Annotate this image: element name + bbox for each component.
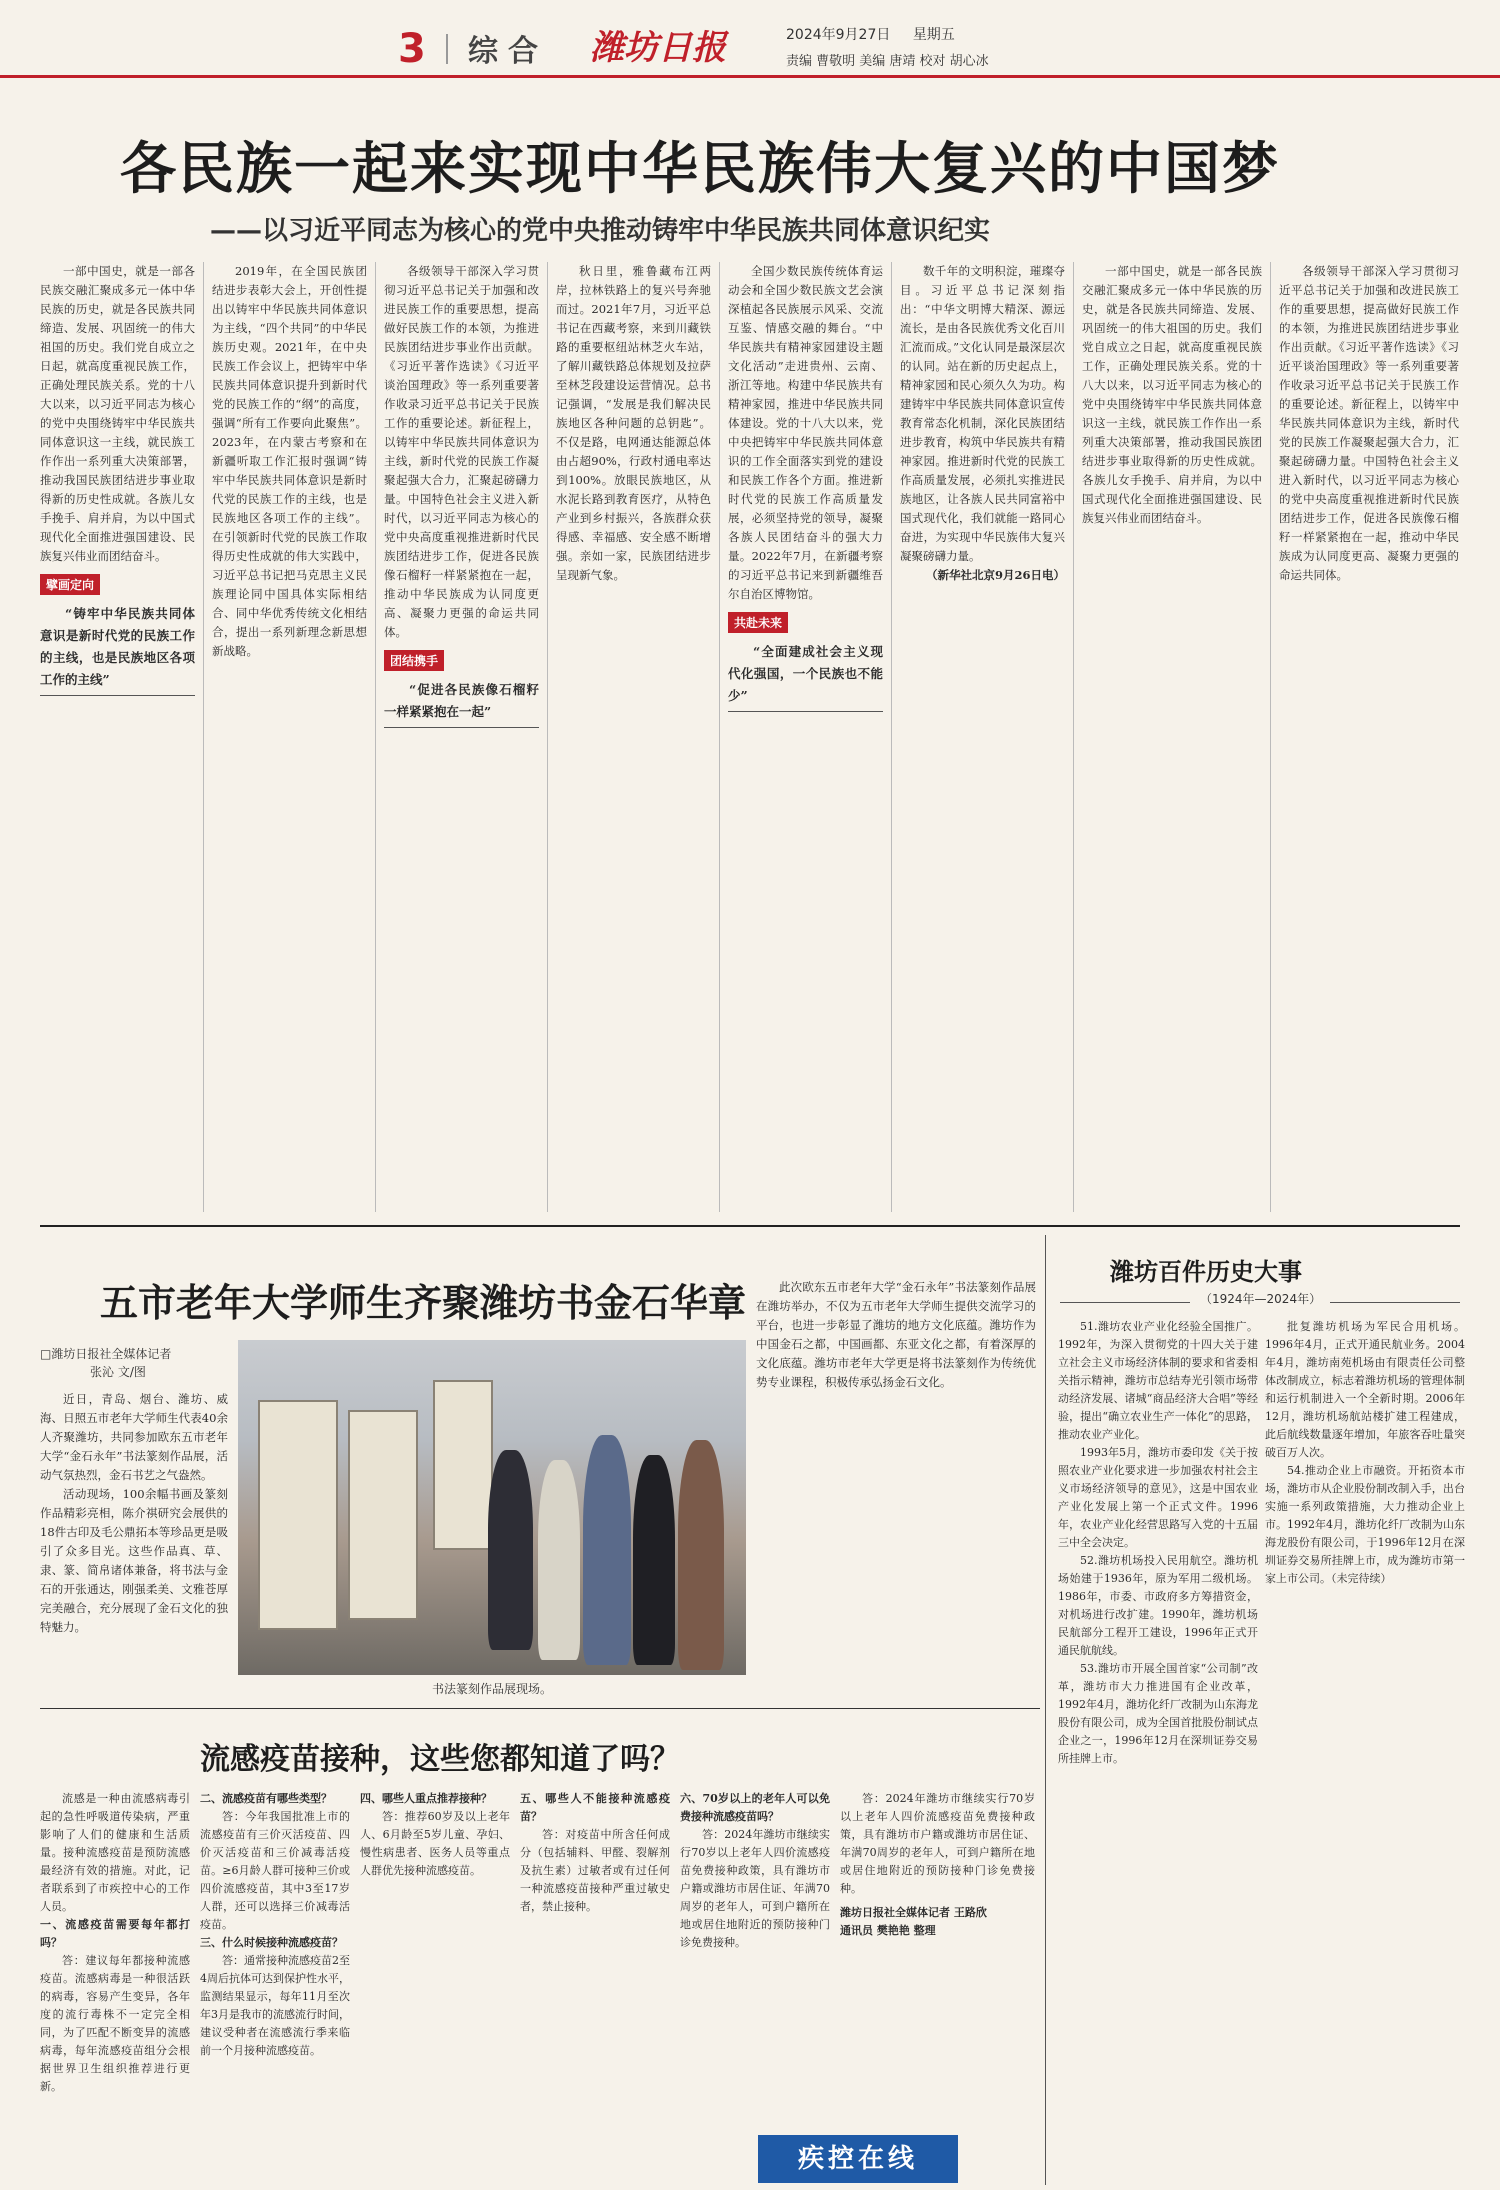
issue-weekday: 星期五	[912, 27, 955, 43]
article-paragraph: 数千年的文明积淀，璀璨夺目。习近平总书记深刻指出：“中华文明博大精深、源远流长，是由各民族优秀文化百川汇流而成。”文化认同是最深层次的认同。站在新的历史起点上，精神家园和民心须久久为功。构建铸牢中华民族共同体意识宣传教育常态化机制，深化民族团结进步教育，构筑中华民族共有精神家园。推进新时代党的民族工作高质量发展，必须扎实推进民族地区，让各族人民共同富裕中国式现代化，我们就能一路同心奋进，为实现中华民族伟大复兴凝聚磅礴力量。	[900, 264, 1065, 563]
flu-column-2	[200, 1790, 350, 2185]
history-rule	[1330, 1302, 1460, 1303]
flu-question: 二、流感疫苗有哪些类型？	[200, 1792, 332, 1805]
column-banner: 疾控在线	[758, 2135, 958, 2183]
flu-answer: 答：通常接种流感疫苗2至4周后抗体可达到保护性水平，监测结果显示，每年11月至次年3月是我市的流感流行时间，建议受种者在流感流行季来临前一个月接种流感疫苗。	[200, 1954, 350, 2057]
exhibit-panel	[258, 1400, 338, 1630]
article-paragraph: 2019年，在全国民族团结进步表彰大会上，开创性提出以铸牢中华民族共同体意识为主线，“四个共同”的中华民族历史观。2021年，在中央民族工作会议上，把铸牢中华民族共同体意识提升到新时代党的民族工作的“纲”的高度，强调“所有工作要向此聚焦”。2023年，在内蒙古考察和在新疆听取工作汇报时强调“铸牢中华民族共同体意识是新时代党的民族工作的主线，也是民族地区各项工作的主线”。在引领新时代党的民族工作取得历史性成就的伟大实践中，习近平总书记把马克思主义民族理论同中国具体实际相结合、同中华优秀传统文化相结合，提出一系列新理念新思想新战略。	[212, 264, 367, 658]
section-divider	[40, 1708, 1040, 1709]
history-paragraph: 批复潍坊机场为军民合用机场。1996年4月，正式开通民航业务。2004年4月，潍坊南苑机场由有限责任公司整体改制成立，标志着潍坊机场的管理体制和运行机制进入一个全新时期。2006年12月，潍坊机场航站楼扩建工程建成，此后航线数量逐年增加，年旅客吞吐量突破百万人次。	[1265, 1320, 1465, 1459]
exhibit-panel	[433, 1380, 493, 1550]
article-column-7	[1082, 262, 1262, 1212]
exhibition-photo	[238, 1340, 746, 1675]
history-column-2	[1265, 1318, 1465, 2188]
masthead	[0, 0, 1500, 78]
editors-line: 责编 曹敬明 美编 唐靖 校对 胡心冰	[786, 54, 989, 69]
column-rule	[1270, 262, 1271, 1212]
senior-column-1	[40, 1390, 228, 1700]
history-title: 潍坊百件历史大事	[1110, 1258, 1302, 1286]
article-column-2	[212, 262, 367, 1212]
flu-headline: 流感疫苗接种，这些您都知道了吗？	[200, 1742, 680, 1777]
article-column-6	[900, 262, 1065, 1212]
paper-logo: 潍坊日报	[590, 28, 726, 68]
article-paragraph: 各级领导干部深入学习贯彻习近平总书记关于加强和改进民族工作的重要思想，提高做好民族工作的本领，为推进民族团结进步事业作出贡献。《习近平著作选读》《习近平谈治国理政》等一系列重要著作收录习近平总书记关于民族工作的重要论述。新征程上，以铸牢中华民族共同体意识为主线，新时代党的民族工作凝聚起强大合力，汇聚起磅礴力量。中国特色社会主义进入新时代，以习近平同志为核心的党中央高度重视推进新时代民族团结进步工作，促进各民族像石榴籽一样紧紧抱在一起，推动中华民族成为认同度更高、凝聚力更强的命运共同体。	[1279, 264, 1459, 582]
flu-credits: 潍坊日报社全媒体记者 王路欣	[840, 1906, 987, 1919]
history-paragraph: 54.推动企业上市融资。开拓资本市场，潍坊市从企业股份制改制入手，出台实施一系列政策措施，大力推动企业上市。1992年4月，潍坊化纤厂改制为山东海龙股份有限公司，于1996年12月在深圳证券交易所挂牌上市，成为潍坊市第一家上市公司。（未完待续）	[1265, 1464, 1465, 1585]
main-subhead: ——以习近平同志为核心的党中央推动铸牢中华民族共同体意识纪实	[210, 216, 991, 246]
flu-question: 三、什么时候接种流感疫苗？	[200, 1936, 343, 1949]
main-headline: 各民族一起来实现中华民族伟大复兴的中国梦	[120, 136, 1280, 202]
flu-answer: 答：建议每年都接种流感疫苗。流感病毒是一种很活跃的病毒，容易产生变异，各年度的流行毒株不一定完全相同，为了匹配不断变异的流感病毒，每年流感疫苗组分会根据世界卫生组织推荐进行更新。	[40, 1954, 190, 2093]
flu-column-6	[840, 1790, 1035, 2120]
senior-paragraph: 此次欧东五市老年大学“金石永年”书法篆刻作品展在潍坊举办，不仅为五市老年大学师生提供交流学习的平台，也进一步彰显了潍坊的地方文化底蕴。潍坊作为中国金石之都，中国画都、东亚文化之都，有着深厚的文化底蕴。潍坊市老年大学更是将书法篆刻作为传统优势专业课程，积极传承弘扬金石文化。	[756, 1280, 1036, 1389]
masthead-divider	[446, 34, 448, 64]
byline-outlet: □潍坊日报社全媒体记者	[40, 1347, 172, 1361]
article-paragraph: 各级领导干部深入学习贯彻习近平总书记关于加强和改进民族工作的重要思想，提高做好民族工作的本领，为推进民族团结进步事业作出贡献。《习近平著作选读》《习近平谈治国理政》等一系列重要著作收录习近平总书记关于民族工作的重要论述。新征程上，以铸牢中华民族共同体意识为主线，新时代党的民族工作凝聚起强大合力，汇聚起磅礴力量。中国特色社会主义进入新时代，以习近平同志为核心的党中央高度重视推进新时代民族团结进步工作，促进各民族像石榴籽一样紧紧抱在一起，推动中华民族成为认同度更高、凝聚力更强的命运共同体。	[384, 264, 539, 639]
flu-answer: 答：推荐60岁及以上老年人、6月龄至5岁儿童、孕妇、慢性病患者、医务人员等重点人群优先接种流感疫苗。	[360, 1810, 510, 1877]
visitor-figure	[488, 1450, 533, 1650]
visitor-figure	[538, 1460, 580, 1660]
column-rule	[547, 262, 548, 1212]
flu-answer: 答：对疫苗中所含任何成分（包括辅料、甲醛、裂解剂及抗生素）过敏者或有过任何一种流感疫苗接种严重过敏史者，禁止接种。	[520, 1828, 670, 1913]
flu-column-1	[40, 1790, 190, 2185]
section-tag: 擘画定向	[40, 574, 100, 595]
flu-question: 五、哪些人不能接种流感疫苗？	[520, 1792, 670, 1823]
section-tag: 共赴未来	[728, 612, 788, 633]
visitor-figure	[633, 1455, 675, 1665]
flu-column-5	[680, 1790, 830, 2130]
page-number: 3	[398, 26, 426, 72]
flu-question: 四、哪些人重点推荐接种？	[360, 1792, 492, 1805]
section-tag: 团结携手	[384, 650, 444, 671]
flu-column-4	[520, 1790, 670, 2185]
flu-credits-2: 通讯员 樊艳艳 整理	[840, 1924, 936, 1937]
visitor-figure	[583, 1435, 631, 1665]
flu-question: 六、70岁以上的老年人可以免费接种流感疫苗吗？	[680, 1792, 830, 1823]
article-paragraph: 一部中国史，就是一部各民族交融汇聚成多元一体中华民族的历史，就是各民族共同缔造、发展、巩固统一的伟大祖国的历史。我们党自成立之日起，就高度重视民族工作，正确处理民族关系。党的十八大以来，以习近平同志为核心的党中央围绕铸牢中华民族共同体意识这一主线，就民族工作作出一系列重大决策部署，推动我国民族团结进步事业取得新的历史性成就。各族儿女手挽手、肩并肩，为以中国式现代化全面推进强国建设、民族复兴伟业而团结奋斗。	[1082, 264, 1262, 525]
history-column-1	[1058, 1318, 1258, 2188]
article-paragraph: 全国少数民族传统体育运动会和全国少数民族文艺会演深植起各民族展示风采、交流互鉴、情感交融的舞台。“中华民族共有精神家园建设主题文化活动”走进贵州、云南、浙江等地。构建中华民族共有精神家园，推进中华民族共同体建设。党的十八大以来，党中央把铸牢中华民族共同体意识的工作全面落实到党的建设和民族工作各个方面。推进新时代党的民族工作高质量发展，必须坚持党的领导，凝聚各族人民团结奋斗的强大力量。2022年7月，在新疆考察的习近平总书记来到新疆维吾尔自治区博物馆。	[728, 264, 883, 601]
article-paragraph: 一部中国史，就是一部各民族交融汇聚成多元一体中华民族的历史，就是各民族共同缔造、发展、巩固统一的伟大祖国的历史。我们党自成立之日起，就高度重视民族工作，正确处理民族关系。党的十八大以来，以习近平同志为核心的党中央围绕铸牢中华民族共同体意识这一主线，就民族工作作出一系列重大决策部署，推动我国民族团结进步事业取得新的历史性成就。各族儿女手挽手、肩并肩，为以中国式现代化全面推进强国建设、民族复兴伟业而团结奋斗。	[40, 264, 195, 563]
senior-paragraph: 活动现场，100余幅书画及篆刻作品精彩亮相，陈介祺研究会展供的18件古印及毛公鼎拓本等珍品更是吸引了众多目光。这些作品真、草、隶、篆、简帛诸体兼备，将书法与金石的开张通达，刚强柔美、文雅苍厚完美融合，充分展现了金石文化的独特魅力。	[40, 1487, 228, 1634]
flu-answer: 答：今年我国批准上市的流感疫苗有三价灭活疫苗、四价灭活疫苗和三价减毒活疫苗。≥6月龄人群可接种三价或四价流感疫苗，其中3至17岁人群，还可以选择三价减毒活疫苗。	[200, 1810, 350, 1931]
column-rule	[1073, 262, 1074, 1212]
history-paragraph: 53.潍坊市开展全国首家“公司制”改革，潍坊市大力推进国有企业改革，1992年4月，潍坊化纤厂改制为山东海龙股份有限公司，成为全国首批股份制试点企业之一，1996年12月在深圳证券交易所挂牌上市。	[1058, 1662, 1258, 1765]
history-paragraph: 1993年5月，潍坊市委印发《关于按照农业产业化要求进一步加强农村社会主义市场经济领导的意见》，这是中国农业产业化发展上第一个正式文件。1996年，农业产业化经营思路写入党的十五届三中全会决定。	[1058, 1446, 1258, 1549]
senior-paragraph: 近日，青岛、烟台、潍坊、威海、日照五市老年大学师生代表40余人齐聚潍坊，共同参加欧东五市老年大学“金石永年”书法篆刻作品展，活动气氛热烈，金石书艺之气盎然。	[40, 1392, 228, 1482]
senior-headline: 五市老年大学师生齐聚潍坊书金石华章	[100, 1280, 747, 1325]
column-rule	[891, 262, 892, 1212]
column-rule	[203, 262, 204, 1212]
column-rule	[1045, 1235, 1046, 2185]
history-paragraph: 52.潍坊机场投入民用航空。潍坊机场始建于1936年，原为军用二级机场。1986年，市委、市政府多方筹措资金，对机场进行改扩建。1990年，潍坊机场民航部分工程开工建设，1996年正式开通民航航线。	[1058, 1554, 1258, 1657]
article-column-3	[384, 262, 539, 1212]
section-name: 综合	[468, 34, 548, 69]
exhibit-panel	[348, 1410, 418, 1620]
senior-byline	[40, 1345, 171, 1381]
article-column-1	[40, 262, 195, 1212]
senior-column-2	[756, 1278, 1036, 1698]
section-divider	[40, 1225, 1460, 1227]
photo-caption: 书法篆刻作品展现场。	[431, 1682, 552, 1696]
article-column-8	[1279, 262, 1459, 1212]
pull-quote: “促进各民族像石榴籽一样紧紧抱在一起”	[384, 675, 539, 728]
article-column-5	[728, 262, 883, 1212]
history-rule	[1060, 1302, 1190, 1303]
visitor-figure	[678, 1440, 724, 1670]
pull-quote: “全面建成社会主义现代化强国，一个民族也不能少”	[728, 637, 883, 712]
flu-answer: 答：2024年潍坊市继续实行70岁以上老年人四价流感疫苗免费接种政策，具有潍坊市户籍或潍坊市居住证、年满70周岁的老年人，可到户籍所在地或居住地附近的预防接种门诊免费接种。	[840, 1792, 1035, 1895]
flu-answer: 答：2024年潍坊市继续实行70岁以上老年人四价流感疫苗免费接种政策，具有潍坊市户籍或潍坊市居住证、年满70周岁的老年人，可到户籍所在地或居住地附近的预防接种门诊免费接种。	[680, 1828, 830, 1949]
flu-question: 一、流感疫苗需要每年都打吗？	[40, 1918, 190, 1949]
article-source: （新华社北京9月26日电）	[925, 568, 1065, 582]
issue-date: 2024年9月27日	[786, 27, 891, 43]
history-paragraph: 51.潍坊农业产业化经验全国推广。1992年，为深入贯彻党的十四大关于建立社会主义市场经济体制的要求和省委相关指示精神，潍坊市总结寿光引领市场带动经济发展、诸城“商品经济大合唱”等经验，提出“确立农业生产一体化”的思路，推动农业产业化。	[1058, 1320, 1258, 1441]
flu-intro: 流感是一种由流感病毒引起的急性呼吸道传染病，严重影响了人们的健康和生活质量。接种流感疫苗是预防流感最经济有效的措施。对此，记者联系到了市疾控中心的工作人员。	[40, 1792, 190, 1913]
flu-column-3	[360, 1790, 510, 2185]
byline-reporters: 张沁 文/图	[90, 1365, 146, 1379]
column-rule	[719, 262, 720, 1212]
history-period: （1924年—2024年）	[1200, 1292, 1322, 1306]
article-column-4	[556, 262, 711, 1212]
date-line	[786, 24, 973, 44]
column-rule	[375, 262, 376, 1212]
article-paragraph: 秋日里，雅鲁藏布江两岸，拉林铁路上的复兴号奔驰而过。2021年7月，习近平总书记在西藏考察，来到川藏铁路的重要枢纽站林芝火车站，了解川藏铁路总体规划及拉萨至林芝段建设运营情况。总书记强调，“发展是我们解决民族地区各种问题的总钥匙”。不仅是路，电网通达能源总体由占超90%，行政村通电率达到100%。放眼民族地区，从水泥长路到教育医疗，从特色产业到乡村振兴，各族群众获得感、幸福感、安全感不断增强。亲如一家，民族团结进步呈现新气象。	[556, 264, 711, 582]
pull-quote: “铸牢中华民族共同体意识是新时代党的民族工作的主线，也是民族地区各项工作的主线”	[40, 599, 195, 696]
